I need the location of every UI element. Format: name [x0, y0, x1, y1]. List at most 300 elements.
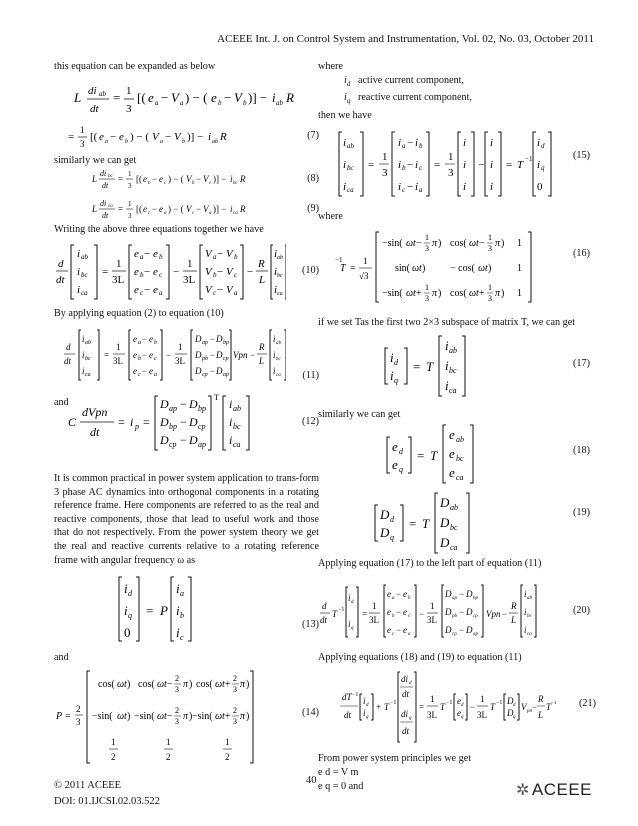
svg-text:dt: dt	[90, 424, 100, 439]
svg-text:d: d	[66, 342, 71, 353]
svg-text:−sin(: −sin(	[192, 710, 213, 722]
svg-text:3: 3	[233, 716, 237, 726]
svg-text:i: i	[230, 174, 233, 185]
svg-text:pn: pn	[527, 709, 532, 715]
svg-text:a: a	[154, 372, 157, 379]
svg-text:2: 2	[233, 673, 237, 683]
svg-text:=: =	[118, 204, 124, 215]
svg-text:ωt: ωt	[406, 288, 416, 300]
svg-text:−: −	[407, 137, 414, 150]
svg-text:−: −	[144, 247, 151, 260]
svg-text:ωt: ωt	[157, 678, 167, 690]
svg-text:3: 3	[128, 182, 132, 191]
svg-text:b: b	[213, 270, 217, 279]
eq-number: (13)	[302, 619, 319, 631]
eq-number: (10)	[302, 264, 319, 276]
svg-text:T: T	[214, 392, 219, 402]
svg-text:L: L	[92, 174, 98, 185]
svg-text:π: π	[240, 710, 246, 722]
svg-text:e: e	[134, 265, 139, 278]
equation-line: e d = V m	[318, 767, 359, 778]
svg-text:i: i	[398, 159, 402, 172]
svg-text:T: T	[490, 702, 496, 713]
svg-text:−: −	[180, 432, 187, 447]
svg-text:a: a	[180, 589, 184, 599]
svg-text:3: 3	[488, 244, 492, 254]
svg-text:−: −	[217, 283, 224, 296]
svg-text:e: e	[153, 265, 158, 278]
svg-text:−: −	[407, 181, 414, 194]
svg-text:V: V	[174, 130, 181, 143]
svg-text:1: 1	[116, 342, 121, 353]
svg-text:+: +	[376, 702, 382, 713]
svg-text:=: =	[506, 159, 513, 172]
svg-text:b: b	[180, 611, 184, 621]
svg-text:−: −	[470, 702, 476, 713]
right-column	[318, 60, 596, 793]
svg-text:a: a	[402, 142, 406, 151]
svg-text:[(: [(	[136, 204, 142, 215]
svg-text:i: i	[273, 366, 276, 377]
svg-text:ab: ab	[276, 341, 281, 347]
eq-number: (20)	[573, 604, 590, 616]
svg-text:ap: ap	[169, 403, 177, 413]
svg-text:ap: ap	[473, 631, 478, 637]
svg-text:): )	[127, 710, 131, 722]
svg-text:ap: ap	[223, 372, 229, 379]
svg-text:)] −: )] −	[248, 89, 268, 105]
svg-text:e: e	[392, 439, 398, 455]
svg-text:3: 3	[233, 684, 237, 694]
svg-text:2: 2	[175, 705, 179, 715]
svg-text:D: D	[380, 507, 390, 523]
svg-text:T: T	[517, 159, 524, 172]
svg-text:1: 1	[488, 283, 492, 293]
svg-text:+: +	[416, 288, 422, 300]
svg-text:L: L	[74, 89, 82, 105]
paragraph: this equation can be expanded as below	[54, 61, 216, 72]
svg-text:T: T	[384, 702, 390, 713]
svg-text:e: e	[159, 204, 163, 215]
svg-text:bc: bc	[233, 181, 238, 187]
svg-text:c: c	[213, 288, 217, 297]
equation-20	[318, 579, 590, 643]
svg-text:R: R	[240, 174, 246, 185]
svg-text:a: a	[234, 288, 238, 297]
svg-text:e: e	[387, 624, 391, 635]
svg-text:3: 3	[448, 167, 454, 180]
svg-text:ca: ca	[233, 439, 241, 449]
svg-text:ca: ca	[277, 290, 283, 297]
svg-text:V: V	[152, 130, 159, 143]
paragraph: similarly we can get	[318, 408, 401, 420]
eq-number: (11)	[302, 370, 319, 382]
svg-text:b: b	[234, 252, 238, 261]
svg-text:ωt: ωt	[117, 710, 127, 722]
svg-text:−: −	[180, 414, 187, 429]
svg-text:b: b	[140, 270, 144, 279]
svg-text:π: π	[432, 238, 438, 250]
svg-text:D: D	[195, 334, 202, 345]
equation-8	[54, 167, 319, 193]
svg-text:): )	[189, 710, 193, 722]
svg-text:=: =	[419, 702, 425, 713]
svg-text:−: −	[532, 702, 538, 713]
svg-text:i: i	[343, 159, 347, 172]
svg-text:b: b	[182, 138, 185, 145]
svg-text:e: e	[149, 334, 153, 345]
svg-text:−: −	[167, 710, 173, 722]
svg-text:c: c	[408, 613, 411, 619]
svg-text:q: q	[128, 611, 132, 621]
svg-text:V: V	[226, 247, 233, 260]
svg-text:D: D	[445, 624, 452, 635]
svg-text:ab: ab	[233, 403, 241, 413]
svg-text:3: 3	[425, 294, 429, 304]
svg-text:q: q	[351, 625, 354, 631]
svg-text:=: =	[434, 159, 441, 172]
svg-text:0: 0	[537, 181, 543, 194]
svg-text:−: −	[142, 366, 148, 377]
svg-text:)] −: )] −	[213, 204, 227, 215]
svg-text:π: π	[183, 678, 189, 690]
svg-text:T: T	[430, 448, 438, 464]
svg-text:d: d	[461, 703, 464, 709]
svg-text:T: T	[332, 608, 338, 619]
svg-text:b: b	[392, 613, 395, 619]
svg-text:i: i	[415, 137, 419, 150]
svg-text:bp: bp	[223, 340, 229, 347]
svg-text:ωt: ωt	[469, 288, 479, 300]
svg-text:cos(: cos(	[138, 678, 155, 690]
svg-text:3: 3	[488, 294, 492, 304]
svg-text:e: e	[449, 427, 455, 443]
svg-text:bc: bc	[450, 523, 458, 533]
definition-iq	[318, 91, 590, 109]
svg-text:ωt: ωt	[412, 263, 422, 275]
svg-text:cp: cp	[198, 421, 206, 431]
svg-text:i: i	[363, 696, 366, 707]
svg-text:L: L	[511, 614, 517, 625]
svg-text:−: −	[210, 350, 216, 361]
svg-text:)] −: )] −	[187, 130, 204, 143]
svg-text:1: 1	[430, 600, 435, 611]
svg-text:a: a	[180, 98, 184, 107]
eq-number: (21)	[579, 698, 596, 710]
equation-10	[54, 241, 319, 303]
svg-text:a: a	[408, 631, 411, 637]
svg-text:D: D	[189, 432, 198, 447]
svg-text:e: e	[134, 247, 139, 260]
svg-text:d: d	[399, 447, 403, 457]
svg-text:i: i	[273, 350, 276, 361]
svg-text:e: e	[387, 588, 391, 599]
svg-text:c: c	[138, 372, 141, 379]
svg-text:e: e	[149, 350, 153, 361]
svg-text:−: −	[419, 608, 425, 619]
svg-text:ap: ap	[202, 340, 208, 347]
svg-text:D: D	[160, 396, 169, 411]
svg-text:ca: ca	[85, 372, 91, 379]
svg-text:b: b	[218, 98, 222, 107]
equation-13	[54, 573, 319, 645]
svg-text:): )	[438, 288, 442, 300]
svg-text:V: V	[203, 204, 209, 215]
svg-text:): )	[246, 710, 250, 722]
eq-number: (16)	[573, 248, 590, 260]
symbol-iq: $i_q$	[344, 92, 351, 106]
svg-text:i: i	[343, 181, 347, 194]
svg-text:D: D	[466, 624, 473, 635]
svg-text:−: −	[166, 350, 172, 361]
svg-text:)] −: )] −	[213, 174, 227, 185]
svg-text:i: i	[445, 357, 449, 373]
svg-text:−: −	[459, 588, 465, 599]
svg-text:bc: bc	[456, 454, 464, 464]
svg-text:V: V	[226, 265, 233, 278]
svg-text:i: i	[398, 181, 402, 194]
svg-text:d: d	[390, 515, 394, 525]
svg-text:V: V	[205, 247, 212, 260]
svg-text:3L: 3L	[427, 710, 437, 721]
svg-text:i: i	[415, 159, 419, 172]
equation-14	[54, 667, 319, 767]
svg-text:=: =	[362, 608, 368, 619]
svg-text:ca: ca	[276, 373, 281, 379]
svg-text:) − (: ) − (	[168, 174, 184, 185]
svg-text:V: V	[186, 174, 192, 185]
svg-text:−1: −1	[335, 256, 343, 265]
svg-text:dt: dt	[320, 614, 328, 625]
svg-text:bc: bc	[233, 421, 241, 431]
svg-text:3: 3	[80, 138, 85, 149]
eq-number: (9)	[307, 203, 319, 215]
svg-text:=: =	[113, 89, 121, 105]
svg-text:1: 1	[517, 238, 522, 250]
svg-text:=: =	[350, 263, 356, 275]
equation-16	[318, 228, 590, 306]
svg-text:−: −	[416, 238, 422, 250]
svg-text:b: b	[148, 181, 151, 187]
svg-text:1: 1	[225, 736, 230, 747]
svg-text:− cos(: − cos(	[450, 263, 475, 275]
svg-text:e: e	[403, 624, 407, 635]
svg-text:a: a	[164, 211, 167, 217]
svg-text:c: c	[154, 356, 157, 363]
svg-text:−1: −1	[390, 700, 397, 707]
svg-text:cos(: cos(	[196, 678, 213, 690]
svg-text:c: c	[148, 211, 151, 217]
svg-text:−sin(: −sin(	[134, 710, 155, 722]
svg-text:ab: ab	[449, 345, 457, 355]
svg-text:i: i	[363, 708, 366, 719]
svg-text:V: V	[226, 283, 233, 296]
svg-text:i: i	[537, 159, 541, 172]
svg-text:ωt: ωt	[215, 710, 225, 722]
svg-text:i: i	[343, 137, 347, 150]
svg-text:e: e	[153, 283, 158, 296]
svg-text:d: d	[513, 703, 516, 709]
svg-text:e: e	[149, 366, 153, 377]
svg-text:bc: bc	[347, 164, 354, 173]
svg-text:ωt: ωt	[469, 238, 479, 250]
svg-text:P: P	[56, 710, 63, 722]
svg-text:=: =	[146, 603, 154, 619]
paragraph: Applying equations (18) and (19) to equation (11)	[318, 651, 522, 663]
svg-text:i: i	[390, 367, 394, 383]
svg-text:D: D	[216, 350, 223, 361]
svg-text:): )	[438, 238, 442, 250]
svg-text:D: D	[507, 708, 514, 719]
svg-text:c: c	[402, 186, 406, 195]
svg-text:d: d	[128, 589, 132, 599]
svg-text:i: i	[82, 334, 85, 345]
svg-text:−1: −1	[551, 701, 557, 707]
svg-text:ca: ca	[449, 385, 457, 395]
svg-text:q: q	[541, 164, 545, 173]
svg-text:b: b	[419, 142, 423, 151]
paragraph: By applying equation (2) to equation (10)	[54, 307, 224, 319]
eq-number: (19)	[573, 507, 590, 519]
equation-15	[318, 128, 590, 200]
svg-text:q: q	[513, 715, 516, 721]
eq-number: (18)	[573, 445, 590, 457]
svg-text:P: P	[160, 603, 168, 619]
svg-text:1: 1	[187, 257, 193, 270]
svg-text:e: e	[143, 204, 147, 215]
svg-text:=: =	[68, 130, 75, 143]
svg-text:): )	[127, 678, 131, 690]
svg-text:i: i	[490, 137, 494, 150]
svg-text:d: d	[409, 681, 412, 687]
svg-text:di: di	[100, 199, 107, 209]
svg-text:ap: ap	[198, 439, 206, 449]
svg-text:1: 1	[111, 736, 116, 747]
svg-text:ωt: ωt	[215, 678, 225, 690]
svg-text:q: q	[390, 533, 394, 543]
publisher-logo	[516, 780, 592, 800]
svg-text:i: i	[208, 130, 212, 143]
svg-text:R: R	[258, 257, 265, 270]
svg-text:): )	[422, 263, 426, 275]
paragraph: if we set Tas the first two 2×3 subspace of matrix T, we can get	[318, 317, 576, 329]
svg-text:cp: cp	[202, 372, 208, 379]
eq-number: (8)	[307, 173, 319, 185]
svg-text:ca: ca	[233, 211, 238, 217]
svg-text:D: D	[216, 366, 223, 377]
eq-number: (7)	[307, 129, 319, 141]
svg-text:cp: cp	[223, 356, 229, 363]
svg-text:T: T	[546, 702, 552, 713]
svg-text:2: 2	[233, 705, 237, 715]
svg-text:ωt: ωt	[117, 678, 127, 690]
svg-text:bc: bc	[449, 365, 457, 375]
svg-text:1: 1	[425, 283, 429, 293]
svg-text:Vpn: Vpn	[486, 608, 501, 619]
svg-text:2: 2	[111, 751, 116, 762]
svg-text:Vpn: Vpn	[233, 350, 248, 361]
paragraph: Writing the above three equations together we have	[54, 224, 264, 236]
svg-text:3: 3	[382, 167, 388, 180]
paragraph: Applying equation (17) to the left part of equation (11)	[318, 558, 542, 570]
svg-text:dt: dt	[56, 273, 65, 286]
svg-text:b: b	[125, 138, 128, 145]
svg-text:D: D	[189, 414, 198, 429]
definition-text: active current component,	[357, 74, 465, 86]
svg-text:3: 3	[126, 102, 132, 115]
definition-text: reactive current component,	[357, 92, 472, 104]
svg-text:1: 1	[372, 600, 377, 611]
svg-text:i: i	[463, 181, 467, 194]
svg-text:=: =	[413, 358, 421, 374]
svg-text:i: i	[524, 624, 527, 635]
eq-number: (12)	[302, 415, 319, 427]
svg-text:[(: [(	[136, 174, 142, 185]
svg-text:−1: −1	[496, 700, 503, 707]
svg-text:−: −	[165, 130, 172, 143]
paragraph: similarly we can get	[54, 154, 137, 166]
svg-text:e: e	[133, 366, 137, 377]
svg-text:D: D	[507, 696, 514, 707]
svg-text:V: V	[205, 265, 212, 278]
svg-text:+: +	[225, 678, 231, 690]
footer-copyright: © 2011 ACEEE	[54, 780, 122, 791]
svg-text:=: =	[143, 414, 150, 429]
svg-text:i: i	[348, 618, 351, 629]
svg-text:3L: 3L	[175, 356, 185, 367]
svg-text:): )	[501, 288, 505, 300]
paragraph: and	[54, 652, 69, 664]
svg-text:dt: dt	[344, 710, 352, 721]
svg-text:bc: bc	[85, 356, 91, 363]
running-header: ACEEE Int. J. on Control System and Instrumentation, Vol. 02, No. 03, October 2011	[217, 33, 594, 45]
svg-text:1: 1	[80, 124, 85, 135]
svg-text:di: di	[88, 84, 97, 97]
paragraph: From power system principles we get	[318, 753, 472, 765]
svg-text:e: e	[148, 89, 154, 105]
paragraph: then we have	[318, 109, 372, 121]
svg-text:3: 3	[175, 716, 179, 726]
svg-text:) − (: ) − (	[168, 204, 184, 215]
svg-text:π: π	[495, 238, 501, 250]
star-icon: ✲	[515, 782, 530, 799]
svg-text:a: a	[419, 186, 423, 195]
svg-text:=: =	[65, 710, 71, 722]
svg-text:−1: −1	[525, 155, 533, 164]
svg-text:e: e	[133, 350, 137, 361]
svg-text:3: 3	[175, 684, 179, 694]
svg-text:a: a	[392, 595, 395, 601]
svg-text:−: −	[478, 159, 485, 172]
svg-text:D: D	[160, 432, 169, 447]
svg-text:D: D	[195, 366, 202, 377]
svg-text:ca: ca	[450, 543, 458, 553]
svg-text:−: −	[196, 204, 202, 215]
svg-text:bc: bc	[277, 272, 283, 279]
equation-18	[318, 423, 590, 485]
svg-text:cos(: cos(	[450, 288, 467, 300]
svg-text:1: 1	[488, 233, 492, 243]
equation-line: e q = 0 and	[318, 780, 364, 792]
svg-text:ab: ab	[347, 142, 354, 151]
svg-text:D: D	[160, 414, 169, 429]
svg-text:=: =	[417, 448, 425, 464]
svg-text:pb: pb	[452, 613, 457, 619]
svg-text:i: i	[348, 592, 351, 603]
svg-text:bc: bc	[81, 270, 88, 279]
svg-text:cp: cp	[452, 631, 457, 637]
paragraph: where	[318, 61, 343, 72]
